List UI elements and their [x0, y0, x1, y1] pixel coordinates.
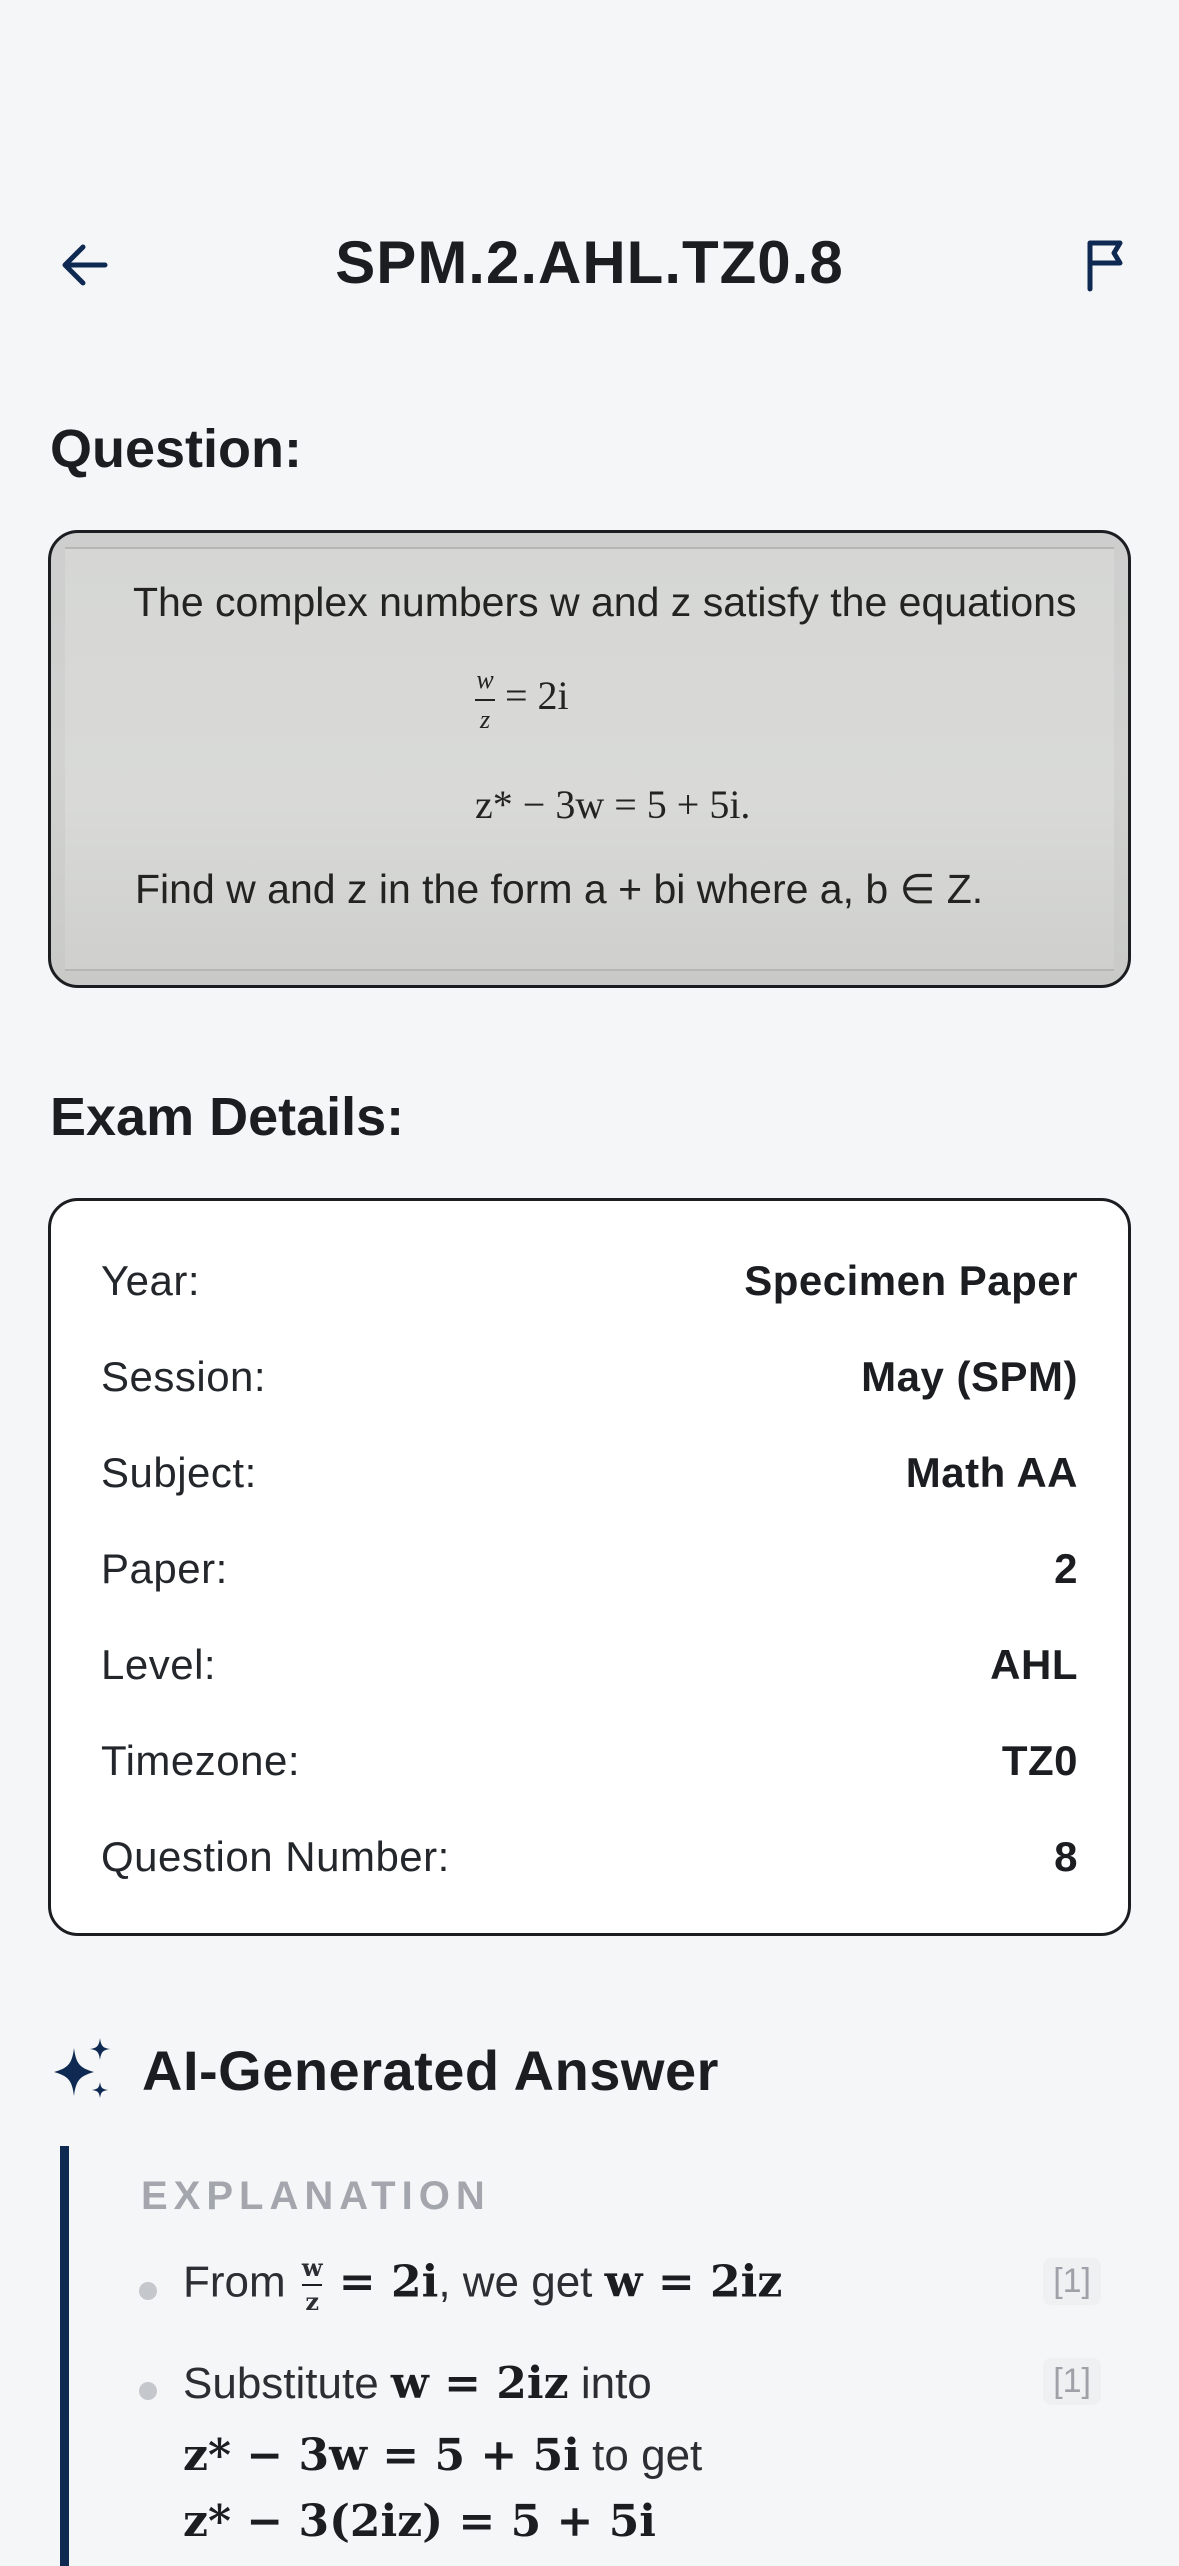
- step-2-line-1: [183, 2358, 652, 2409]
- detail-row-session: [101, 1347, 1078, 1407]
- step-text: From: [183, 2257, 298, 2307]
- detail-row-level: [101, 1635, 1078, 1695]
- question-intro: The complex numbers w and z satisfy the equations: [133, 579, 1077, 625]
- detail-row-question-number: [101, 1827, 1078, 1887]
- fraction-numerator: w: [301, 2253, 323, 2282]
- step-text: , we get: [438, 2257, 605, 2307]
- question-heading: Question:: [50, 419, 302, 479]
- equation-1-rhs: = 2i: [505, 673, 569, 719]
- detail-value: May (SPM): [861, 1353, 1078, 1400]
- detail-value: AHL: [990, 1641, 1078, 1688]
- ai-answer-title: AI-Generated Answer: [142, 2038, 719, 2102]
- step-math: w = 2iz: [390, 2358, 569, 2409]
- detail-value: Specimen Paper: [744, 1257, 1078, 1304]
- sparkles-icon: [48, 2036, 116, 2104]
- bullet-icon: [139, 2382, 157, 2400]
- ai-answer-header: [48, 2030, 719, 2110]
- step-math: z* − 3w = 5 + 5i: [183, 2430, 580, 2481]
- detail-label: Year:: [101, 1257, 201, 1304]
- detail-label: Subject:: [101, 1449, 257, 1496]
- detail-label: Paper:: [101, 1545, 228, 1592]
- question-scan: [65, 547, 1114, 971]
- page-title: SPM.2.AHL.TZ0.8: [335, 229, 844, 296]
- fraction-denominator: z: [305, 2287, 320, 2316]
- equation-1-denominator: z: [479, 705, 491, 734]
- step-1-line: [183, 2253, 783, 2316]
- detail-value: TZ0: [1001, 1737, 1078, 1784]
- equation-1-fraction: [475, 667, 495, 733]
- explanation-label: EXPLANATION: [141, 2174, 491, 2218]
- step-math: z* − 3(2iz) = 5 + 5i: [183, 2496, 657, 2547]
- exam-details-heading: Exam Details:: [50, 1087, 405, 1147]
- exam-details-card: [48, 1198, 1131, 1936]
- step-2-line-2: [183, 2430, 702, 2481]
- step-fraction: [301, 2253, 323, 2316]
- question-image: [48, 530, 1131, 988]
- detail-value: 2: [1054, 1545, 1078, 1592]
- marks-badge: [1]: [1043, 2258, 1101, 2305]
- equation-1: [475, 667, 569, 733]
- top-bar: [0, 210, 1179, 310]
- step-text: into: [568, 2359, 652, 2408]
- answer-block: [60, 2146, 1131, 2566]
- detail-row-timezone: [101, 1731, 1078, 1791]
- detail-label: Session:: [101, 1353, 267, 1400]
- step-math: = 2i: [338, 2256, 439, 2308]
- detail-label: Question Number:: [101, 1833, 450, 1880]
- equation-1-numerator: w: [476, 665, 494, 694]
- detail-row-paper: [101, 1539, 1078, 1599]
- equation-2: z* − 3w = 5 + 5i.: [475, 782, 751, 827]
- question-prompt: Find w and z in the form a + bi where a, b ∈ Z.: [135, 866, 984, 912]
- detail-label: Level:: [101, 1641, 217, 1688]
- detail-value: Math AA: [905, 1449, 1078, 1496]
- detail-value: 8: [1054, 1833, 1078, 1880]
- step-2-line-3: [183, 2496, 656, 2547]
- bullet-icon: [139, 2282, 157, 2300]
- report-button[interactable]: [1071, 230, 1141, 300]
- step-text: to get: [579, 2431, 703, 2480]
- detail-label: Timezone:: [101, 1737, 301, 1784]
- step-text: Substitute: [183, 2359, 391, 2408]
- step-math: w = 2iz: [604, 2256, 783, 2308]
- detail-row-subject: [101, 1443, 1078, 1503]
- detail-row-year: [101, 1251, 1078, 1311]
- flag-icon: [1078, 237, 1134, 293]
- marks-badge: [1]: [1043, 2358, 1101, 2405]
